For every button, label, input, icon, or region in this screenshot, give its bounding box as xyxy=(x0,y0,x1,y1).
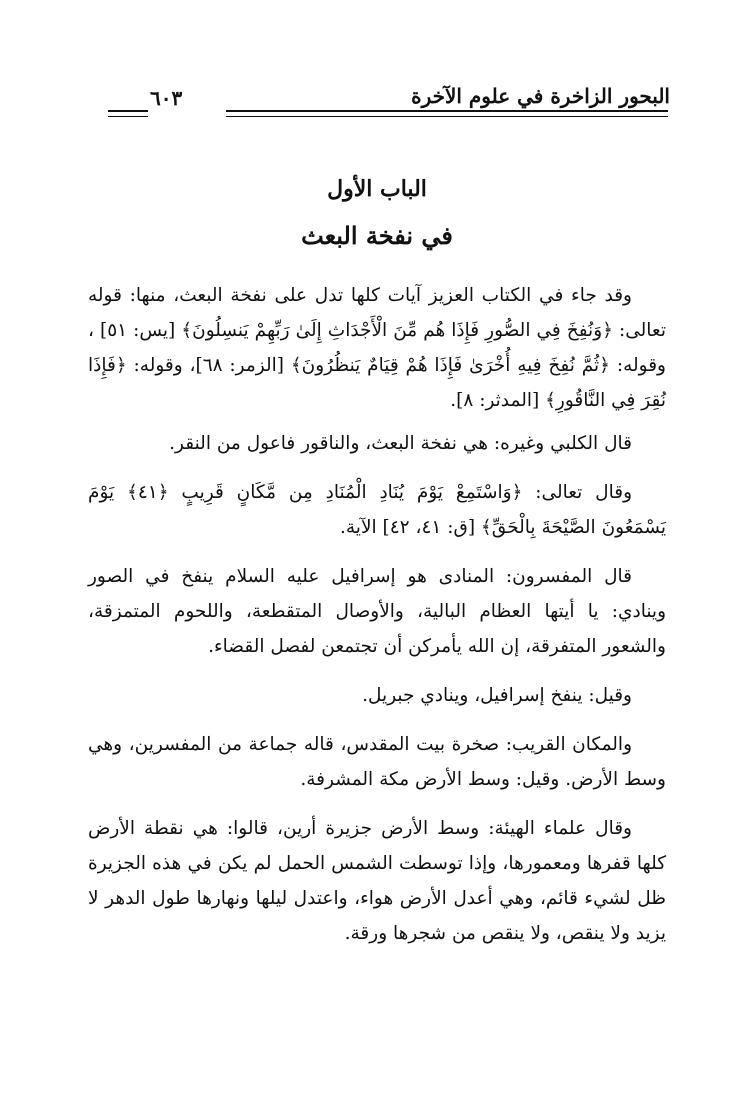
paragraph: قال المفسرون: المنادى هو إسرافيل عليه السلام ينفخ في الصور وينادي: يا أيتها العظام البالية، والأوصال المتقطعة، واللحوم المتمزقة، والشعور المتفرقة، إن الله يأمركن أن تجتمعن لفصل القضاء. xyxy=(88,566,666,657)
page-number: ٦٠٣ xyxy=(150,86,183,110)
running-title: البحور الزاخرة في علوم الآخرة xyxy=(411,84,670,108)
chapter-subtitle: في نفخة البعث xyxy=(301,221,453,250)
chapter-title: الباب الأول xyxy=(327,176,427,202)
paragraph: وقد جاء في الكتاب العزيز آيات كلها تدل على نفخة البعث، منها: قوله تعالى: ﴿وَنُفِخَ فِي الصُّورِ فَإِذَا هُم مِّنَ الْأَجْدَاثِ إِلَىٰ رَبِّهِمْ يَنسِلُونَ﴾ [يس: ٥١] ، وقوله: ﴿ثُمَّ نُفِخَ فِيهِ أُخْرَىٰ فَإِذَا هُمْ قِيَامٌ يَنظُرُونَ﴾ [الزمر: ٦٨]، وقوله: ﴿فَإِذَا نُقِرَ فِي النَّاقُورِ﴾ [المدثر: ٨]. xyxy=(88,285,666,411)
header-rule-right-bottom xyxy=(226,116,668,117)
body-text xyxy=(88,278,666,965)
header-rule-right-top xyxy=(226,110,668,112)
paragraph: وقال علماء الهيئة: وسط الأرض جزيرة أرين، قالوا: هي نقطة الأرض كلها قفرها ومعمورها، وإذا توسطت الشمس الحمل لم يكن في هذه الجزيرة ظل لشيء قائم، وهي أعدل الأرض هواء، واعتدل ليلها ونهارها طول الدهر لا يزيد ولا ينقص، ولا ينقص من شجرها ورقة. xyxy=(88,818,666,944)
paragraph: وقيل: ينفخ إسرافيل، وينادي جبريل. xyxy=(362,685,632,706)
paragraph: وقال تعالى: ﴿وَاسْتَمِعْ يَوْمَ يُنَادِ الْمُنَادِ مِن مَّكَانٍ قَرِيبٍ ﴿٤١﴾ يَوْمَ يَسْمَعُونَ الصَّيْحَةَ بِالْحَقِّ﴾ [ق: ٤١، ٤٢] الآية. xyxy=(88,482,666,538)
header-rule-left-bottom xyxy=(108,116,148,117)
paragraph: قال الكلبي وغيره: هي نفخة البعث، والناقور فاعول من النقر. xyxy=(169,433,632,454)
paragraph: والمكان القريب: صخرة بيت المقدس، قاله جماعة من المفسرين، وهي وسط الأرض. وقيل: وسط الأرض مكة المشرفة. xyxy=(88,734,666,790)
header-rule-left-top xyxy=(108,110,148,112)
